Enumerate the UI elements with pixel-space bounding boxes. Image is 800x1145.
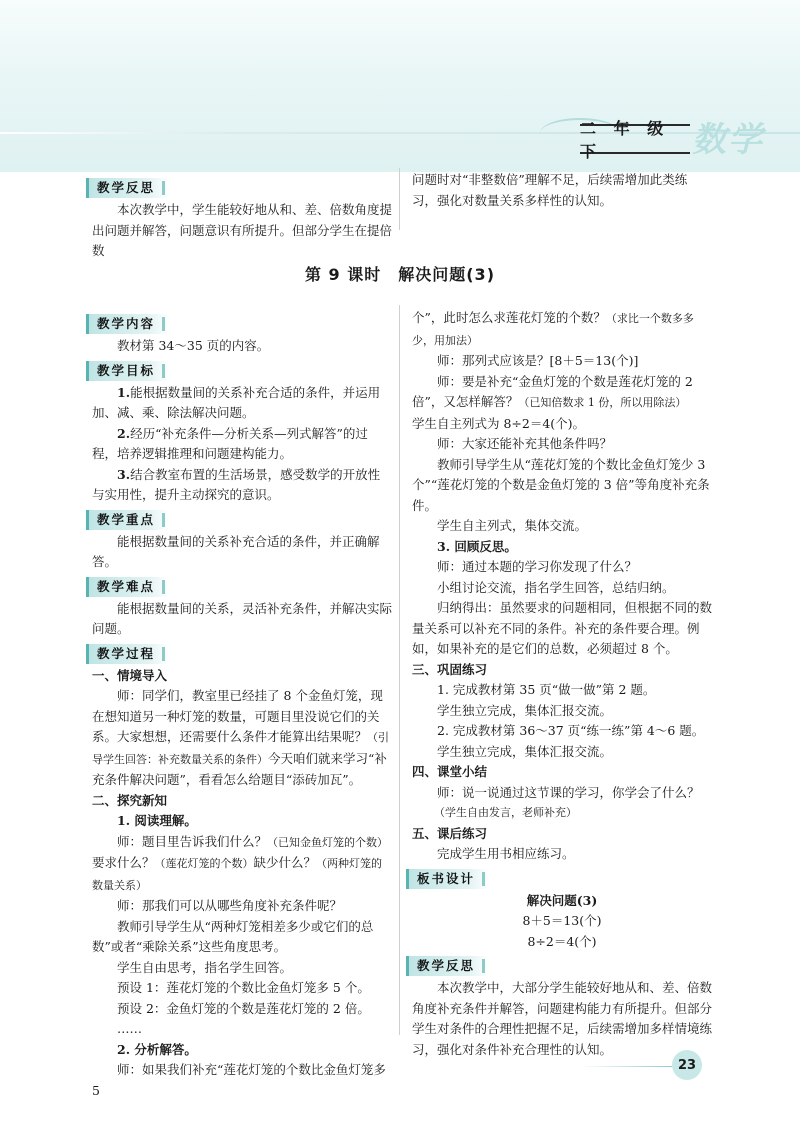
section-tag-process: 教学过程 [86,644,169,664]
paragraph: 能根据数量间的关系，灵活补充条件，并解决实际问题。 [92,600,393,636]
section-heading: 三、巩固练习 [412,661,488,677]
right-column [412,308,712,1060]
goal-item: 2.经历“补充条件—分析关系—列式解答”的过程，培养逻辑推理和问题建构能力。 [92,425,368,461]
paragraph: 师：大家还能补充其他条件吗？ [437,436,613,451]
section-tag-reflection: 教学反思 [406,956,489,976]
lesson-title: 第 9 课时 解决问题(3) [304,265,496,284]
section-heading: 五、课后练习 [412,825,488,841]
page-number-line [580,1066,672,1067]
paragraph: 教材第 34～35 页的内容。 [117,338,270,353]
section-tag: 教学反思 [86,178,169,198]
paragraph: 个”，此时怎么求莲花灯笼的个数？（求比一个数多多少，用加法） [412,310,694,347]
paragraph: 学生独立完成，集体汇报交流。 [437,702,613,718]
step-heading: 2. 分析解答。 [117,1041,197,1057]
goal-item: 1.能根据数量间的关系补充合适的条件，并运用加、减、乘、除法解决问题。 [92,384,381,420]
paragraph: 本次教学中，大部分学生能较好地从和、差、倍数角度补充条件并解答，问题建构能力有所提升。但部分学生对条件的合理性把握不足，后续需增加多样情境练习，强化对条件补充合理性的认知。 [412,980,713,1057]
section-tag-goals: 教学目标 [86,361,169,381]
page-number: 23 [672,1050,702,1080]
column-divider-top [399,168,400,230]
paragraph: 师：题目里告诉我们什么？（已知金鱼灯笼的个数）要求什么？（莲花灯笼的个数）缺少什么？（两种灯笼的数量关系） [92,833,389,892]
paragraph: 师：说一说通过这节课的学习，你学会了什么？ [437,784,700,800]
grade-label: 二 年 级 下 [580,124,690,154]
paragraph: 教师引导学生从“莲花灯笼的个数比金鱼灯笼少 3 个”“莲花灯笼的个数是金鱼灯笼的 3 倍”等角度补充条件。 [412,456,710,513]
step-heading: 1. 阅读理解。 [117,813,197,828]
paragraph-note: （学生自由发言，老师补充） [434,806,577,819]
paragraph: 教师引导学生从“两种灯笼相差多少或它们的总数”或者“乘除关系”这些角度思考。 [92,918,374,954]
section-heading: 四、课堂小结 [412,764,488,779]
left-column [92,310,392,1101]
paragraph: 师：那我们可以从哪些角度补充条件呢？ [117,898,343,913]
paragraph: 师：那列式应该是？[8＋5＝13(个)] [437,353,639,368]
paragraph: 师：如果我们补充“莲花灯笼的个数比金鱼灯笼多 5 [92,1062,386,1098]
paragraph: 1. 完成教材第 35 页“做一做”第 2 题。 [437,682,656,697]
paragraph: …… [117,1021,142,1036]
paragraph: 师：通过本题的学习你发现了什么？ [437,559,638,574]
paragraph: 归纳得出：虽然要求的问题相同，但根据不同的数量关系可以补充不同的条件。补充的条件要合理。例如，如果补充的是它们的总数，必须超过 8 个。 [412,600,713,656]
paragraph: 预设 2：金鱼灯笼的个数是莲花灯笼的 2 倍。 [117,1000,370,1016]
section-heading: 二、探究新知 [92,792,168,808]
top-left-column [92,174,392,262]
paragraph: 小组讨论交流，指名学生回答，总结归纳。 [437,579,675,595]
goal-item: 3.结合教室布置的生活场景，感受数学的开放性与实用性，提升主动探究的意识。 [92,466,381,502]
column-divider-main [399,305,400,1035]
paragraph: 师：同学们，教室里已经挂了 8 个金鱼灯笼，现在想知道另一种灯笼的数量，可题目里没说它们的关系。大家想想，还需要什么条件才能算出结果呢？（引导学生回答：补充数量关系的条件）今天咱们就来学习“补充条件解决问题”，看看怎么给题目“添砖加瓦”。 [92,688,390,787]
paragraph: 学生自主列式，集体交流。 [437,518,588,533]
paragraph: 问题时对“非整数倍”理解不足，后续需增加此类练习，强化对数量关系多样性的认知。 [412,172,688,208]
top-right-column [412,170,712,211]
step-heading: 3. 回顾反思。 [437,538,517,554]
section-tag-key: 教学重点 [86,510,169,530]
section-tag-content: 教学内容 [86,314,169,334]
paragraph: 学生独立完成，集体汇报交流。 [437,743,613,759]
section-tag-difficulty: 教学难点 [86,577,169,597]
section-heading: 一、情境导入 [92,667,168,683]
paragraph: 学生自主列式为 8÷2＝4(个)。 [412,415,586,431]
paragraph: 本次教学中，学生能较好地从和、差、倍数角度提出问题并解答，问题意识有所提升。但部分学生在提倍数 [92,202,393,258]
board-title: 解决问题(3) [526,892,598,908]
paragraph: 2. 完成教材第 36～37 页“练一练”第 4～6 题。 [437,723,705,738]
section-tag-board: 板书设计 [406,869,489,889]
paragraph: 师：要是补充“金鱼灯笼的个数是莲花灯笼的 2 倍”，又怎样解答？（已知倍数求 1 份，所以用除法） [412,373,693,409]
paragraph: 学生自由思考，指名学生回答。 [117,959,293,975]
board-line: 8÷2＝4(个) [527,933,597,949]
paragraph: 能根据数量间的关系补充合适的条件，并正确解答。 [92,533,380,569]
paragraph: 预设 1：莲花灯笼的个数比金鱼灯笼多 5 个。 [117,980,370,995]
board-line: 8＋5＝13(个) [522,913,602,928]
paragraph: 完成学生用书相应练习。 [437,846,575,861]
subject-watermark: 数学 [692,120,764,160]
